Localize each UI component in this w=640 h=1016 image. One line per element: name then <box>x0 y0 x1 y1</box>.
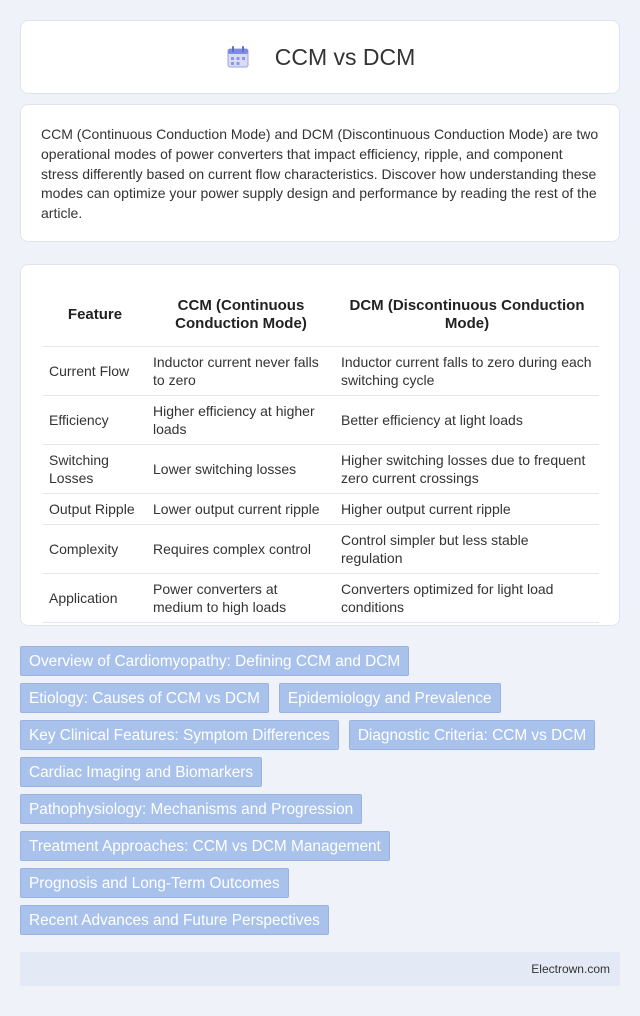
row-dcm: Control simpler but less stable regulation <box>335 524 599 573</box>
row-dcm: Higher switching losses due to frequent zero current crossings <box>335 444 599 493</box>
row-ccm: Lower switching losses <box>147 444 335 493</box>
topic-link-etiology[interactable]: Etiology: Causes of CCM vs DCM <box>20 683 269 713</box>
intro-paragraph: CCM (Continuous Conduction Mode) and DCM (Discontinuous Conduction Mode) are two operational modes of power converters that impact efficiency, ripple, and component stress differently based on current flow characteristics. Discover how understanding these modes can optimize your power supply design and performance by reading the rest of the article. <box>41 126 599 222</box>
topic-link-prognosis[interactable]: Prognosis and Long-Term Outcomes <box>20 868 289 898</box>
table-row <box>43 395 599 444</box>
table-row <box>43 444 599 493</box>
topic-link-advances[interactable]: Recent Advances and Future Perspectives <box>20 905 329 935</box>
row-feature: Current Flow <box>43 346 147 395</box>
topic-links <box>20 646 620 942</box>
table-row <box>43 493 599 524</box>
header-feature: Feature <box>43 285 147 346</box>
row-feature: Complexity <box>43 524 147 573</box>
row-dcm: Higher output current ripple <box>335 493 599 524</box>
table-header-row <box>43 285 599 346</box>
footer-site-name: Electrown.com <box>531 962 610 976</box>
table-row <box>43 346 599 395</box>
table-row <box>43 524 599 573</box>
topic-link-imaging[interactable]: Cardiac Imaging and Biomarkers <box>20 757 262 787</box>
topic-link-pathophysiology[interactable]: Pathophysiology: Mechanisms and Progression <box>20 794 362 824</box>
comparison-table <box>43 285 599 623</box>
comparison-table-card <box>20 264 620 626</box>
row-feature: Switching Losses <box>43 444 147 493</box>
topic-link-epidemiology[interactable]: Epidemiology and Prevalence <box>279 683 501 713</box>
row-dcm: Inductor current falls to zero during each switching cycle <box>335 346 599 395</box>
topic-link-diagnostic-criteria[interactable]: Diagnostic Criteria: CCM vs DCM <box>349 720 595 750</box>
row-feature: Efficiency <box>43 395 147 444</box>
row-ccm: Inductor current never falls to zero <box>147 346 335 395</box>
footer <box>20 952 620 986</box>
calendar-icon <box>225 44 251 70</box>
topic-link-treatment[interactable]: Treatment Approaches: CCM vs DCM Management <box>20 831 390 861</box>
row-feature: Application <box>43 573 147 622</box>
row-ccm: Power converters at medium to high loads <box>147 573 335 622</box>
row-dcm: Better efficiency at light loads <box>335 395 599 444</box>
row-ccm: Requires complex control <box>147 524 335 573</box>
header-ccm: CCM (Continuous Conduction Mode) <box>147 285 335 346</box>
topic-link-clinical-features[interactable]: Key Clinical Features: Symptom Differences <box>20 720 339 750</box>
title-card <box>20 20 620 94</box>
row-feature: Output Ripple <box>43 493 147 524</box>
row-dcm: Converters optimized for light load conditions <box>335 573 599 622</box>
header-dcm: DCM (Discontinuous Conduction Mode) <box>335 285 599 346</box>
intro-card <box>20 104 620 242</box>
row-ccm: Higher efficiency at higher loads <box>147 395 335 444</box>
table-row <box>43 573 599 622</box>
page-title: CCM vs DCM <box>274 43 416 70</box>
topic-link-overview[interactable]: Overview of Cardiomyopathy: Defining CCM and DCM <box>20 646 409 676</box>
row-ccm: Lower output current ripple <box>147 493 335 524</box>
